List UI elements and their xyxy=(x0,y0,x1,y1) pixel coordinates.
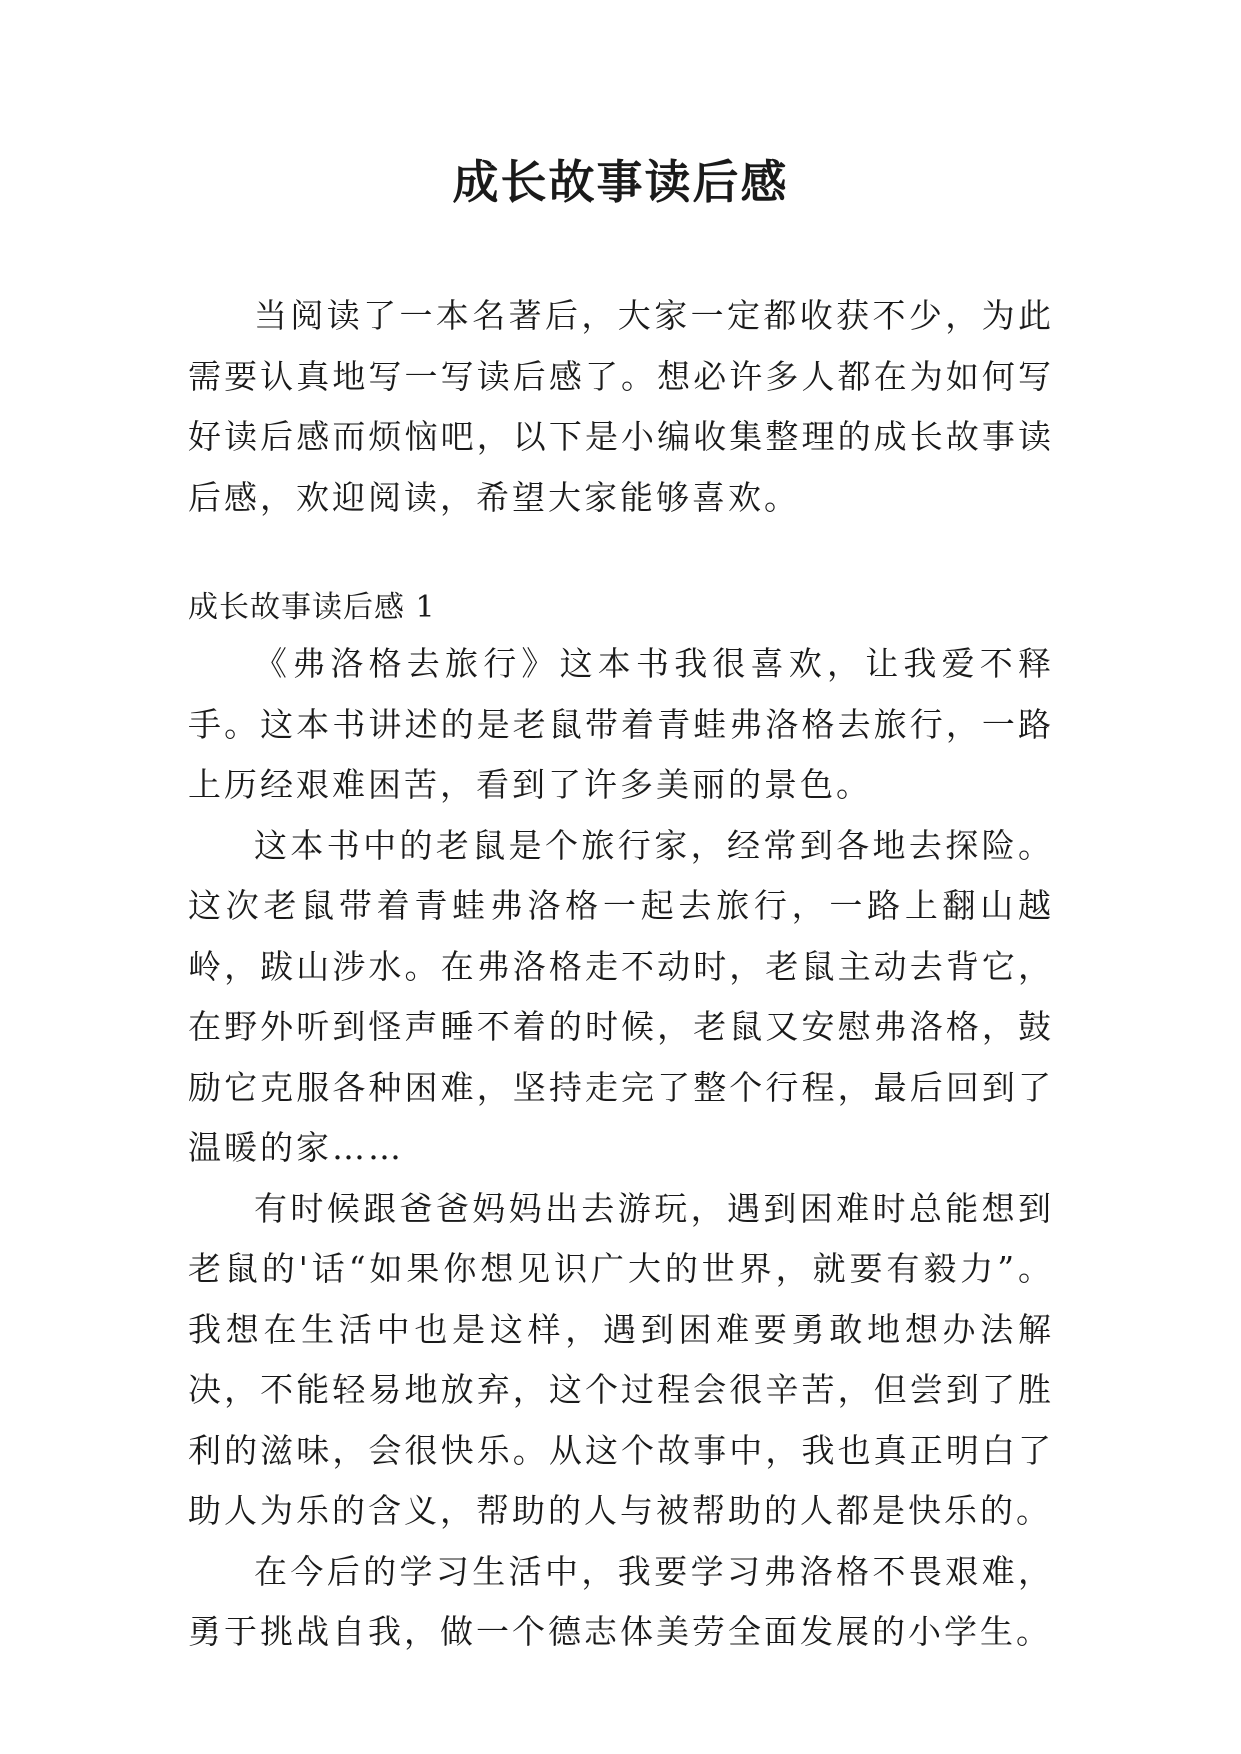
body-paragraph-4: 在今后的学习生活中，我要学习弗洛格不畏艰难，勇于挑战自我，做一个德志体美劳全面发展的小学生。 xyxy=(188,1551,1054,1651)
intro-paragraph: 当阅读了一本名著后，大家一定都收获不少，为此需要认真地写一写读后感了。想必许多人都在为如何写好读后感而烦恼吧，以下是小编收集整理的成长故事读后感，欢迎阅读，希望大家能够喜欢。 xyxy=(188,296,1054,517)
body-paragraph-3: 有时候跟爸爸妈妈出去游玩，遇到困难时总能想到老鼠的'话“如果你想见识广大的世界，就要有毅力”。我想在生活中也是这样，遇到困难要勇敢地想办法解决，不能轻易地放弃，这个过程会很辛苦，但尝到了胜利的滋味，会很快乐。从这个故事中，我也真正明白了助人为乐的含义，帮助的人与被帮助的人都是快乐的。 xyxy=(188,1188,1054,1530)
intro-block xyxy=(188,286,1054,528)
section-heading: 成长故事读后感 1 xyxy=(188,590,436,625)
body-paragraph-2: 这本书中的老鼠是个旅行家，经常到各地去探险。这次老鼠带着青蛙弗洛格一起去旅行，一路上翻山越岭，跋山涉水。在弗洛格走不动时，老鼠主动去背它，在野外听到怪声睡不着的时候，老鼠又安慰弗洛格，鼓励它克服各种困难，坚持走完了整个行程，最后回到了温暖的家…… xyxy=(188,825,1054,1167)
body-paragraph-1: 《弗洛格去旅行》这本书我很喜欢，让我爱不释手。这本书讲述的是老鼠带着青蛙弗洛格去旅行，一路上历经艰难困苦，看到了许多美丽的景色。 xyxy=(188,644,1054,804)
document-title: 成长故事读后感 xyxy=(452,155,789,209)
section-body xyxy=(188,634,1054,1663)
